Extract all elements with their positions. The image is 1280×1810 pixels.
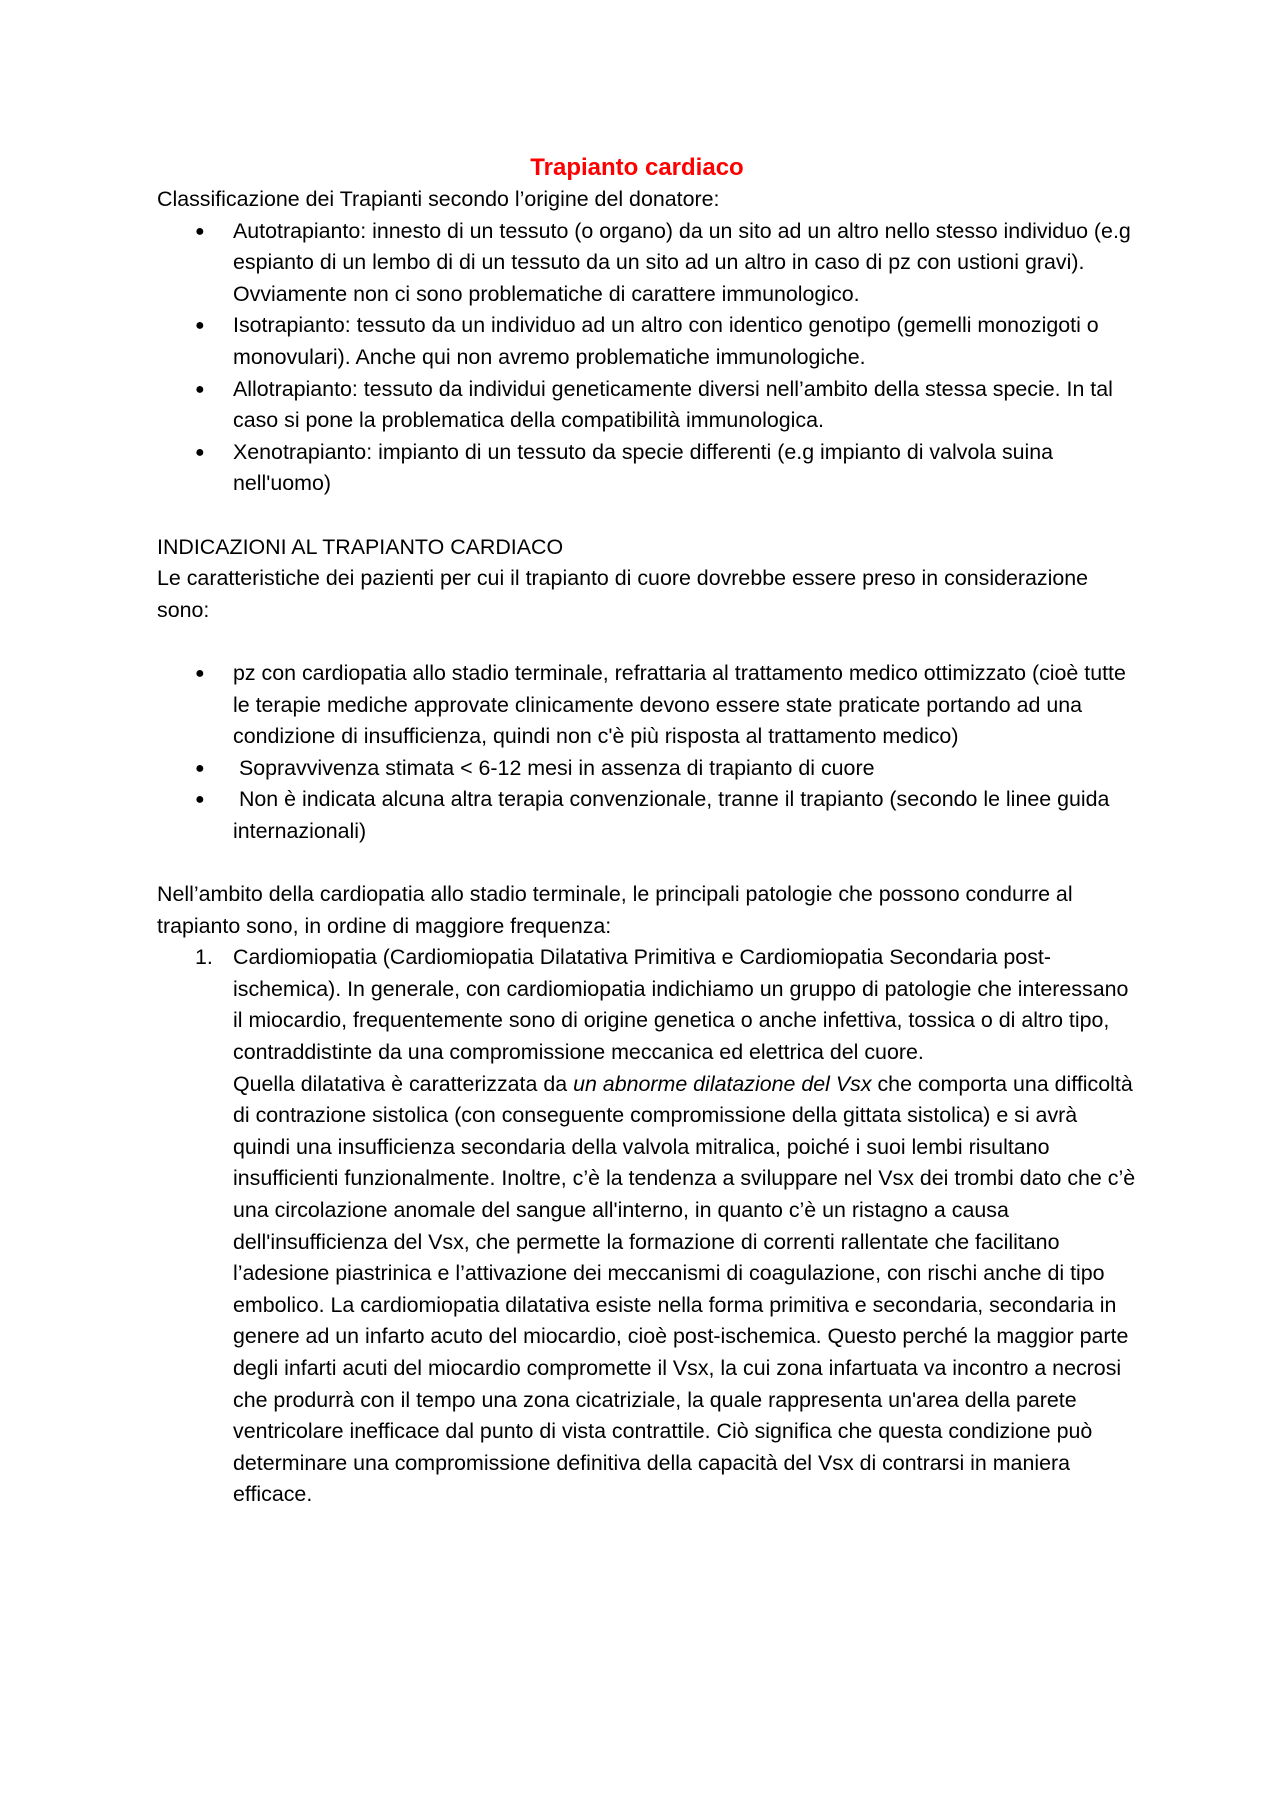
list-item-text: Xenotrapianto: impianto di un tessuto da specie differenti (e.g impianto di valvola suina nell'uomo) <box>233 439 1054 496</box>
list-item <box>157 784 1137 847</box>
list-item-text: Cardiomiopatia (Cardiomiopatia Dilatativa Primitiva e Cardiomiopatia Secondaria post-ischemica). In generale, con cardiomiopatia indichiamo un gruppo di patologie che interessano il miocardio, frequentemente sono di origine genetica o anche infettiva, tossica o di altro tipo, contraddistinte da una compromissione meccanica ed elettrica del cuore. <box>233 945 1129 1065</box>
pathologies-list <box>157 942 1137 1511</box>
document-title: Trapianto cardiaco <box>530 154 744 181</box>
bullet-icon: ● <box>195 443 205 461</box>
bullet-icon: ● <box>195 380 205 398</box>
bullet-icon: ● <box>195 664 205 682</box>
indications-list <box>157 658 1137 848</box>
list-item-text: Sopravvivenza stimata < 6-12 mesi in assenza di trapianto di cuore <box>233 755 875 780</box>
list-item <box>157 437 1137 500</box>
bullet-icon: ● <box>195 317 205 335</box>
bullet-icon: ● <box>195 759 205 777</box>
list-item <box>157 216 1137 311</box>
pathologies-intro: Nell’ambito della cardiopatia allo stadio terminale, le principali patologie che possono condurre al trapianto sono, in ordine di maggiore frequenza: <box>157 882 1073 938</box>
list-number: 1. <box>195 945 213 970</box>
bullet-icon: ● <box>195 791 205 809</box>
bullet-icon: ● <box>195 222 205 240</box>
list-item-text: pz con cardiopatia allo stadio terminale, refrattaria al trattamento medico ottimizzato (cioè tutte le terapie mediche approvate clinicamente devono essere state praticate portando ad una condizione di insufficienza, quindi non c'è più risposta al trattamento medico) <box>233 660 1126 749</box>
classification-list <box>157 216 1137 500</box>
detail-text: Quella dilatativa è caratterizzata da <box>233 1071 574 1096</box>
list-item-text: Autotrapianto: innesto di un tessuto (o organo) da un sito ad un altro nello stesso individuo (e.g espianto di un lembo di di un tessuto da un sito ad un altro in caso di pz con ustioni gravi). Ovviamente non ci sono problematiche di carattere immunologico. <box>233 218 1131 306</box>
indications-intro: Le caratteristiche dei pazienti per cui il trapianto di cuore dovrebbe essere preso in considerazione sono: <box>157 566 1089 622</box>
list-item-text: Allotrapianto: tessuto da individui geneticamente diversi nell’ambito della stessa specie. In tal caso si pone la problematica della compatibilità immunologica. <box>233 376 1113 433</box>
list-item <box>157 753 1137 785</box>
section-heading: INDICAZIONI AL TRAPIANTO CARDIACO <box>157 534 564 559</box>
detail-text: che comporta una difficoltà di contrazione sistolica (con conseguente compromissione della gittata sistolica) e si avrà quindi una insufficienza secondaria della valvola mitralica, poiché i suoi lembi risultano insufficienti funzionalmente. Inoltre, c’è la tendenza a sviluppare nel Vsx dei trombi dato che c’è una circolazione anomale del sangue all'interno, in quanto c’è un ristagno a causa dell'insufficienza del Vsx, che permette la formazione di correnti rallentate che facilitano l’adesione piastrinica e l’attivazione dei meccanismi di coagulazione, con rischi anche di tipo embolico. La cardiomiopatia dilatativa esiste nella forma primitiva e secondaria, secondaria in genere ad un infarto acuto del miocardio, cioè post-ischemica. Questo perché la maggior parte degli infarti acuti del miocardio compromette il Vsx, la cui zona infartuata va incontro a necrosi che produrrà con il tempo una zona cicatriziale, la quale rappresenta un'area della parete ventricolare inefficace dal punto di vista contrattile. Ciò significa che questa condizione può determinare una compromissione definitiva della capacità del Vsx di contrarsi in maniera efficace. <box>233 1071 1136 1507</box>
document-page <box>157 152 1137 1511</box>
classification-intro: Classificazione dei Trapianti secondo l’origine del donatore: <box>157 187 720 211</box>
list-item <box>157 374 1137 437</box>
list-item <box>157 942 1137 1511</box>
detail-italic-text: un abnorme dilatazione del Vsx <box>573 1071 872 1096</box>
list-item-detail <box>233 1069 1137 1511</box>
list-item-text: Non è indicata alcuna altra terapia convenzionale, tranne il trapianto (secondo le linee guida internazionali) <box>233 787 1116 843</box>
list-item-text: Isotrapianto: tessuto da un individuo ad un altro con identico genotipo (gemelli monozigoti o monovulari). Anche qui non avremo problematiche immunologiche. <box>233 313 1099 369</box>
list-item <box>157 658 1137 753</box>
list-item <box>157 310 1137 373</box>
